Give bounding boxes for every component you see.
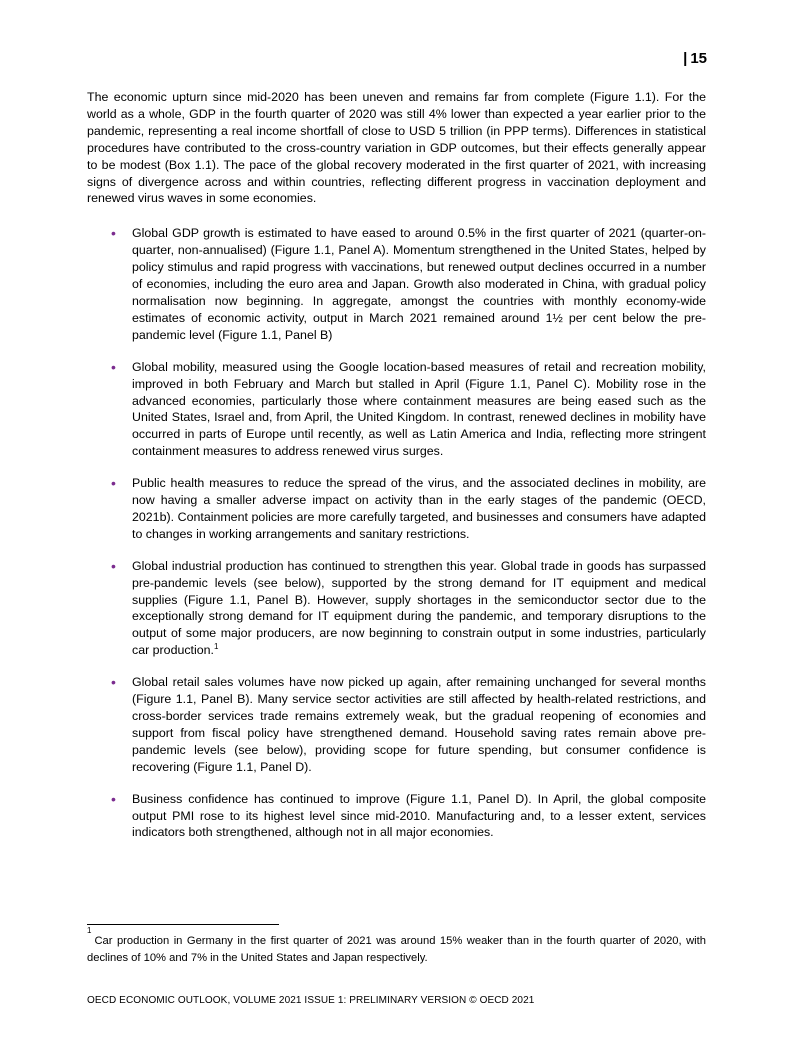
bullet-item [87,359,706,460]
page-number: | 15 [683,50,707,67]
main-content [87,89,706,856]
bullet-list [87,225,706,841]
bullet-icon: • [111,475,116,492]
page-footer: OECD ECONOMIC OUTLOOK, VOLUME 2021 ISSUE 1: PRELIMINARY VERSION © OECD 2021 [87,995,535,1006]
footnote [87,926,706,966]
bullet-item [87,475,706,543]
bullet-icon: • [111,557,116,574]
bullet-icon: • [111,358,116,375]
bullet-text: Global industrial production has continued to strengthen this year. Global trade in goods has surpassed pre-pandemic levels (see below), supported by the strong demand for IT equipment and medical supplies (Figure 1.1, Panel B). However, supply shortages in the semiconductor sector due to the exceptionally strong demand for IT equipment during the pandemic, and temporary disruptions to the output of some major producers, are now beginning to constrain output in some industries, particularly car production. [132,558,706,658]
footnote-marker: 1 [87,926,92,935]
bullet-item [87,791,706,842]
page-number-value: 15 [690,50,707,67]
bullet-text: Public health measures to reduce the spread of the virus, and the associated declines in mobility, are now having a smaller adverse impact on activity than in the early stages of the pandemic (OECD, 2021b). Containment policies are more carefully targeted, and businesses and consumers have adapted to changes in working arrangements and sanitary restrictions. [132,476,706,541]
footnote-divider [87,924,279,925]
bullet-text: Global retail sales volumes have now picked up again, after remaining unchanged for several months (Figure 1.1, Panel B). Many service sector activities are still affected by health-related restrictions, and cross-border services trade remains extremely weak, but the gradual reopening of economies and support from fiscal policy have strengthened demand. Household saving rates remain above pre-pandemic levels (see below), providing scope for future spending, but consumer confidence is recovering (Figure 1.1, Panel D). [132,675,706,774]
bullet-icon: • [111,225,116,242]
bullet-item [87,225,706,343]
footnote-reference[interactable]: 1 [213,642,219,652]
bullet-icon: • [111,674,116,691]
footnote-text: Car production in Germany in the first quarter of 2021 was around 15% weaker than in the fourth quarter of 2020, with declines of 10% and 7% in the United States and Japan respectively. [87,935,706,964]
bullet-text: Global mobility, measured using the Google location-based measures of retail and recreation mobility, improved in both February and March but stalled in April (Figure 1.1, Panel C). Mobility rose in the advanced economies, particularly those where containment measures are being eased such as the United States, Israel and, from April, the United Kingdom. In contrast, renewed declines in mobility have occurred in parts of Europe until recently, as well as Latin America and India, reflecting more stringent containment measures to address renewed virus surges. [132,359,706,459]
bullet-text: Global GDP growth is estimated to have eased to around 0.5% in the first quarter of 2021 (quarter-on-quarter, non-annualised) (Figure 1.1, Panel A). Momentum strengthened in the United States, helped by policy stimulus and rapid progress with vaccinations, but renewed output declines occurred in a number of economies, including the euro area and Japan. Growth also moderated in China, with gradual policy normalisation now beginning. In aggregate, amongst the countries with monthly economy-wide estimates of economic activity, output in March 2021 remained around 1½ per cent below the pre-pandemic level (Figure 1.1, Panel B) [132,226,706,342]
intro-paragraph: The economic upturn since mid-2020 has been uneven and remains far from complete (Figure 1.1). For the world as a whole, GDP in the fourth quarter of 2020 was still 4% lower than expected a year earlier prior to the pandemic, representing a real income shortfall of close to USD 5 trillion (in PPP terms). Differences in statistical procedures have contributed to the cross-country variation in GDP outcomes, but their effects generally appear to be modest (Box 1.1). The pace of the global recovery moderated in the first quarter of 2021, with increasing signs of divergence across and within countries, reflecting different progress in vaccination deployment and renewed virus waves in some economies. [87,90,706,206]
bullet-text: Business confidence has continued to improve (Figure 1.1, Panel D). In April, the global composite output PMI rose to its highest level since mid-2010. Manufacturing and, to a lesser extent, services indicators both strengthened, although not in all major economies. [132,791,706,840]
bullet-item [87,674,706,775]
bullet-item [87,558,706,659]
bullet-icon: • [111,790,116,807]
